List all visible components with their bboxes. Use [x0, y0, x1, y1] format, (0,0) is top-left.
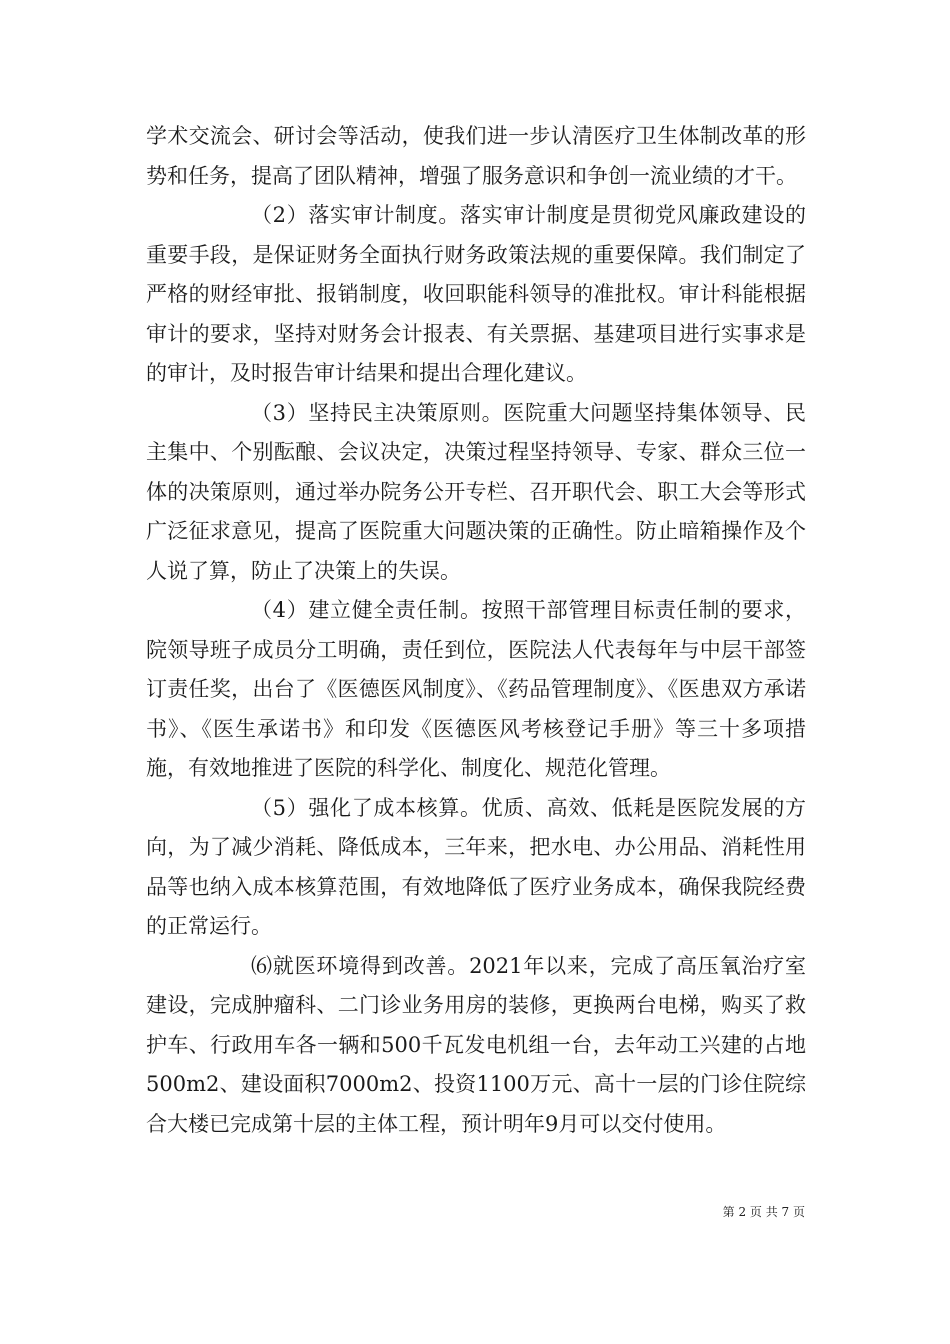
paragraph-responsibility-system: （4）建立健全责任制。按照干部管理目标责任制的要求，院领导班子成员分工明确，责任到位，医院法人代表每年与中层干部签订责任奖，出台了《医德医风制度》、《药品管理制度》、《医患双方承诺书》、《医生承诺书》和印发《医德医风考核登记手册》等三十多项措施，有效地推进了医院的科学化、制度化、规范化管理。: [146, 598, 806, 780]
page-number: 第 2 页 共 7 页: [722, 1205, 805, 1219]
document-body: [146, 117, 806, 1144]
paragraph-democratic-decision: （3）坚持民主决策原则。医院重大问题坚持集体领导、民主集中、个别酝酿、会议决定，决策过程坚持领导、专家、群众三位一体的决策原则，通过举办院务公开专栏、召开职代会、职工大会等形式广泛征求意见，提高了医院重大问题决策的正确性。防止暗箱操作及个人说了算，防止了决策上的失误。: [146, 400, 806, 583]
paragraph-audit-system: （2）落实审计制度。落实审计制度是贯彻党风廉政建设的重要手段，是保证财务全面执行财务政策法规的重要保障。我们制定了严格的财经审批、报销制度，收回职能科领导的准批权。审计科能根据审计的要求，坚持对财务会计报表、有关票据、基建项目进行实事求是的审计，及时报告审计结果和提出合理化建议。: [146, 203, 806, 385]
paragraph-continuation: 学术交流会、研讨会等活动，使我们进一步认清医疗卫生体制改革的形势和任务，提高了团队精神，增强了服务意识和争创一流业绩的才干。: [146, 124, 806, 188]
paragraph-environment-improvement: ⑹就医环境得到改善。2021年以来，完成了高压氧治疗室建设，完成肿瘤科、二门诊业务用房的装修，更换两台电梯，购买了救护车、行政用车各一辆和500千瓦发电机组一台，去年动工兴建的占地500m2、建设面积7000m2、投资1100万元、高十一层的门诊住院综合大楼已完成第十层的主体工程，预计明年9月可以交付使用。: [146, 953, 806, 1136]
paragraph-cost-accounting: （5）强化了成本核算。优质、高效、低耗是医院发展的方向，为了减少消耗、降低成本，三年来，把水电、办公用品、消耗性用品等也纳入成本核算范围，有效地降低了医疗业务成本，确保我院经费的正常运行。: [146, 795, 806, 938]
